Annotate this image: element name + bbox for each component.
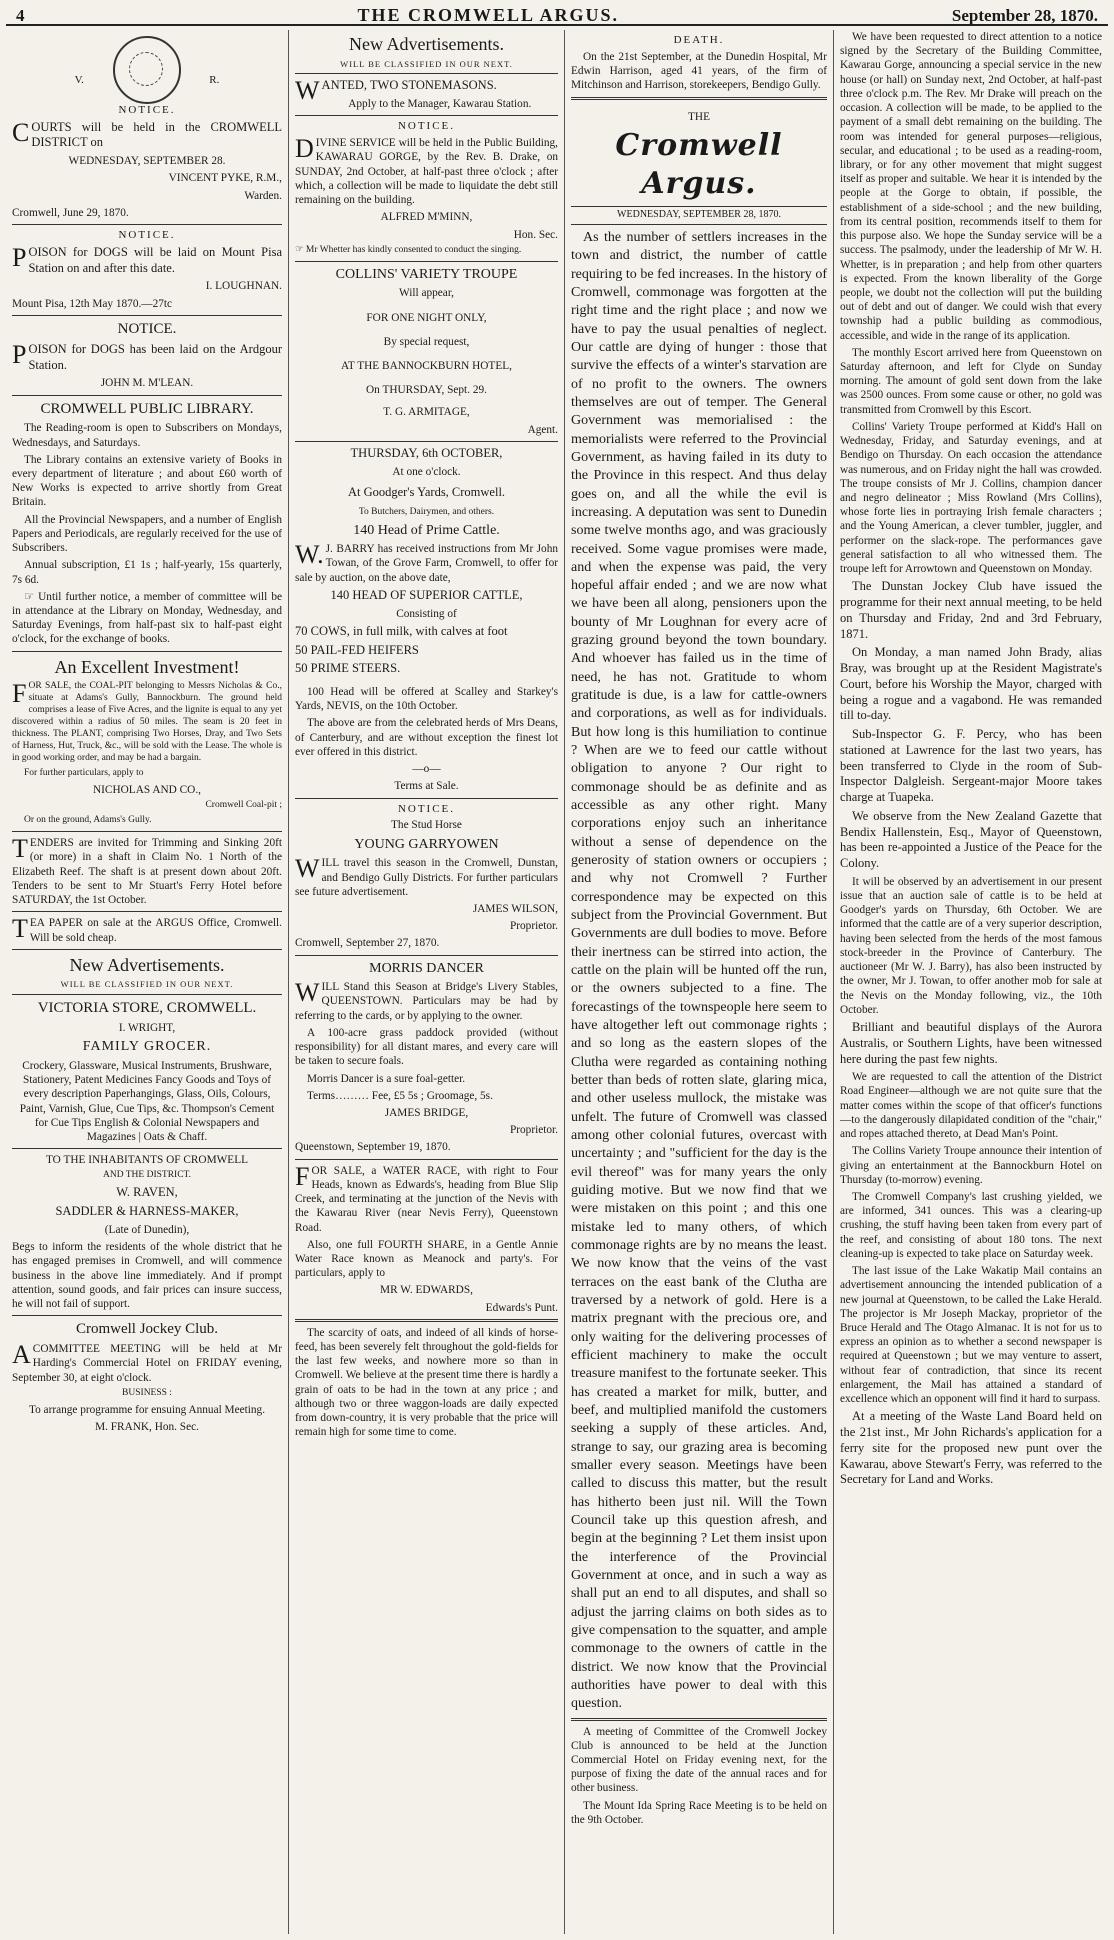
jockey-club-title: Cromwell Jockey Club.: [75, 1321, 219, 1338]
new-ads-heading: New Advertisements.: [69, 954, 225, 975]
cattle-sale-line: At Goodger's Yards, Cromwell.: [347, 484, 506, 499]
victoria-store-owner: I. WRIGHT,: [118, 1022, 176, 1035]
young-garryowen-body: WILL travel this season in the Cromwell, Dunstan, and Bendigo Gully Districts. For further particulars see future advertisement.: [295, 854, 558, 898]
news-paragraph: The Dunstan Jockey Club have issued the programme for their next annual meeting, to be held on Thursday and Friday, 2nd and 3rd February, 1871.: [840, 579, 1102, 641]
young-garryowen-dated: Cromwell, September 27, 1870.: [295, 937, 440, 950]
cattle-sale-line: THURSDAY, 6th OCTOBER,: [350, 445, 503, 460]
young-garryowen-title: YOUNG GARRYOWEN: [354, 836, 499, 852]
library-paragraph: The Reading-room is open to Subscribers on Mondays, Wednesdays, and Saturdays.: [12, 422, 282, 449]
water-race-paragraph: Also, one full FOURTH SHARE, in a Gentle Annie Water Race known as Meanock and party's. For particulars, apply to: [295, 1238, 558, 1280]
news-paragraph: The monthly Escort arrived here from Queenstown on Saturday afternoon, and left for Clyde on Sunday morning. The amount of gold sent down from the lake was 2500 ounces. From some cause or other, no gold was transmitted from Cromwell by this Escort.: [840, 346, 1102, 416]
court-seal-icon: [113, 36, 181, 104]
news-paragraph: The Cromwell Company's last crushing yielded, we are informed, 341 ounces. This was a clearing-up crushing, the stuff having been taken from every part of the reef, and consisting of about 180 tons. The next cleaning-up is expected to take place on Saturday week.: [840, 1191, 1102, 1260]
library-paragraph: The Library contains an extensive variety of Books in every department of literature ; and about £60 worth of New Works is expected to arrive shortly from Great Britain.: [12, 453, 282, 509]
morris-dancer-title: MORRIS DANCER: [369, 960, 484, 976]
raven-name: W. RAVEN,: [116, 1185, 178, 1200]
investment-signature-2: Cromwell Coal-pit ;: [205, 800, 282, 811]
court-notice: COURTS will be held in the CROMWELL DISTRICT on: [12, 117, 282, 150]
mount-ida-paragraph: The Mount Ida Spring Race Meeting is to be held on the 9th October.: [571, 1799, 827, 1826]
divine-service-role: Hon. Sec.: [513, 228, 558, 241]
masthead: [6, 0, 1108, 26]
leader-article: As the number of settlers increases in the town and district, the number of cattle requiring to be fed increases. In the history of Cromwell, commonage was forgotten at the right time and the right place ; and now we have to pay the usual penalties of neglect. Our cattle are dying of hunger : those that survive the effects of a winter's starvation are of no profit to the owners. The owners themselves are out of temper. The General Government was memorialised : the memorialists were referred to the Provincial Government, as having failed in its duty to the Province in this respect. And thus delay goes on, and all the while the evil is increasing. A deputation was sent to Dunedin some twelve months ago, and was graciously received. Some vague promises were made, and when the expense was paid, the very hopeful affair ended ; and we are now what we have been all along, pensioners upon the bounty of Mr Loughnan for every acre of grazing ground beyond the town boundary. And whoever has failed us in the time of need, he has not. Gratitude to whom gratitude is due, is a law for cattle-owners and corporations, as well as for individuals. But how long is this humiliation to continue ? When are we to feed our cattle without obligation to anyone ? Our right to commonage should be as definite and as accessible as any other right. Many corporations enjoy such an inheritance without a sense of dependence on the generosity of station owners or occupiers ; and why not Cromwell ? Further correspondence may be expected on this subject from the Provincial Government. But Governments are dull bodies to move. Before their inertness can be stirred into action, the cattle on the plain will be hunted off the run, or the owners subjected to a fine. The forecastings of the townspeople here seem to have altogether left out commonage rights ; and so long as the eastern slopes of the Clutha were regarded as containing nothing better than beds of rotten slate, glaring mica, and other useless mullock, the mistake was unfelt. The future of Cromwell was classed among other colonial futures, overcast with uncertainty ; and "sufficient for the day is the evil thereof" was for many years the only guiding motive. But we now find that we were mistaken on this point ; and this one mistake led to many others, of which commonage rights are by no means the least. We now know that the veins of the vast terraces on the east bank of the Clutha are traversed by a network of gold. Here is a matrix pregnant with the precious ore, and only waiting for the delivering processes of efficient machinery to make the occult treasure manifest to the fortunate seeker. This has created a market for milk, butter, and beef, and multiplied manifold the customers seeking a supply of these articles. And, strange to say, our grazing area is becoming smaller every season. Meetings have been called to discuss this matter, but the result has hitherto been just nil. Will the Town Council take up this question afresh, and begin at the beginning ? Let them insist upon the interference of the Provincial Government at once, and in such a way as shall put an end to all disputes, and shall so adjust the jarring claims on both sides as to give compensation to the squatter, and ample commonage to the owners of cattle in the district. We now know that the Provincial authorities have power to deal with this question.: [571, 229, 827, 1712]
victoria-store-goods: Crockery, Glassware, Musical Instruments, Brushware, Stationery, Patent Medicines Fancy Goods and Toys of every description Paperhangings, Glass, Oils, Colours, Paint, Varnish, Glue, Cue Tips, &c. Thompson's Cement for Cue Tips English & Colonial Newspapers and Magazines | Oats & Chaff.: [19, 1059, 275, 1143]
library-title: CROMWELL PUBLIC LIBRARY.: [40, 400, 254, 417]
raven-body: Begs to inform the residents of the whole district that he has engaged premises in Cromwell, and will commence business in the above line immediately. And if prompt attention, sound goods, and fair prices can insure success, he will not fail of support.: [12, 1241, 282, 1310]
cattle-sale-body: W.J. BARRY has received instructions from Mr John Towan, of the Grove Farm, Cromwell, to offer for sale by auction, on the above date,: [295, 540, 558, 584]
raven-trade: SADDLER & HARNESS-MAKER,: [55, 1204, 239, 1219]
cattle-sale-ornament: —o—: [412, 763, 441, 776]
issue-date: September 28, 1870.: [951, 6, 1098, 25]
nameplate: Cromwell Argus.: [615, 127, 783, 201]
paper-title: THE CROMWELL ARGUS.: [357, 5, 619, 25]
column-2: [289, 30, 565, 1934]
cattle-sale-line: 100 Head will be offered at Scalley and Starkey's Yards, NEVIS, on the 10th October.: [295, 686, 558, 713]
raven-to-2: AND THE DISTRICT.: [102, 1170, 192, 1181]
collins-line: FOR ONE NIGHT ONLY,: [366, 311, 487, 324]
divine-service-body: DIVINE SERVICE will be held in the Public Building, KAWARAU GORGE, by the Rev. B. Drake, on SUNDAY, 2nd October, at half-past three o'clock ; after which, a collection will be made to liquidate the debt still remaining on the building.: [295, 134, 558, 207]
column-3: [565, 30, 834, 1934]
morris-dancer-paragraph: Morris Dancer is a sure foal-getter.: [307, 1072, 466, 1085]
collins-signature: T. G. ARMITAGE,: [383, 406, 470, 419]
cattle-sale-line: At one o'clock.: [392, 465, 461, 478]
classified-note: WILL BE CLASSIFIED IN OUR NEXT.: [60, 979, 234, 990]
jockey-club-business-2: To arrange programme for ensuing Annual Meeting.: [28, 1403, 266, 1416]
morris-dancer-role: Proprietor.: [509, 1124, 558, 1137]
page-number: 4: [16, 6, 25, 25]
jockey-club-business: BUSINESS :: [122, 1387, 172, 1398]
oats-paragraph: The scarcity of oats, and indeed of all kinds of horse-feed, has been severely felt throughout the gold-fields for the last few weeks, and nowhere more so than in Cromwell. We believe at the present time there is hardly a grain of oats to be had in the town at any price ; and although two or three waggon-loads are daily expected from down-country, it is very probable that the price will remain high for some time to come.: [295, 1326, 558, 1439]
cattle-sale-line: The above are from the celebrated herds of Mrs Deans, of Canterbury, and are without exception the finest lot ever offered in this district.: [295, 717, 558, 758]
stud-horse-line: The Stud Horse: [391, 819, 462, 832]
victoria-store-title: VICTORIA STORE, CROMWELL.: [37, 1000, 257, 1017]
jockey-club-signature: M. FRANK, Hon. Sec.: [95, 1420, 199, 1433]
news-paragraph: The Collins Variety Troupe announce their intention of giving an entertainment at the Bannockburn Hotel on Thursday (to-morrow) evening.: [840, 1145, 1102, 1186]
notice-heading: NOTICE.: [118, 103, 176, 116]
investment-body: FOR SALE, the COAL-PIT belonging to Messrs Nicholas & Co., situate at Adams's Gully, Bannockburn. The ground held comprises a lease of Five Acres, and the lignite is equal to any yet discovered within a radius of 50 miles. The seam is 20 feet in thickness. The PLANT, comprising Two Horses, Dray, and Two Sets of Harness, Hut, Truck, &c., will be sold with the Lease. The whole is in good working order, and may be had a bargain.: [12, 679, 282, 764]
investment-ground: Or on the ground, Adams's Gully.: [24, 815, 152, 826]
young-garryowen-role: Proprietor.: [509, 920, 558, 933]
column-4: [834, 30, 1108, 1934]
news-paragraph: At a meeting of the Waste Land Board held on the 21st inst., Mr John Richards's application for a ferry site for the proposed new punt over the Kawarau, above Stewart's Ferry, was referred to the Secretary for Land and Works.: [840, 1409, 1102, 1487]
news-paragraph: The last issue of the Lake Wakatip Mail contains an advertisement announcing the intended publication of a new journal at Queenstown, to be called the Lake Herald. The projector is Mr Joseph Mackay, proprietor of the Bruce Herald and The Otago Almanac. It is not for us to express an opinion as to whether a second newspaper is required at Queenstown ; but we may venture to assert, without fear of contradiction, that since its recent enlargement, the Mail has attained a standard of excellence which an opponent will find it hard to surpass.: [840, 1265, 1102, 1406]
news-paragraph: On Monday, a man named John Brady, alias Bray, was brought up at the Resident Magistrate's Court, before his Worship the Mayor, charged with being a rogue and a vagabond. He was remanded till to-day.: [840, 645, 1102, 723]
poison-signature-2: JOHN M. M'LEAN.: [100, 377, 194, 390]
investment-signature: NICHOLAS AND CO.,: [93, 784, 201, 797]
news-paragraph: It will be observed by an advertisement in our present issue that an auction sale of cattle is to be held at Goodger's yards on Thursday, 6th October. We are informed that the cattle are of a very superior description, having been selected from the herds of the most famous stock-breeder in the Province of Canterbury. The auctioneer (Mr W. J. Barry), has also been instructed by the owner, Mr J. Towan, to offer another mob for sale at the Nevis on the Monday following, viz., the 10th October.: [840, 875, 1102, 1016]
collins-line: On THURSDAY, Sept. 29.: [366, 384, 487, 397]
court-role: Warden.: [244, 189, 282, 202]
notice-heading: NOTICE.: [117, 320, 177, 337]
leader-dateline: WEDNESDAY, SEPTEMBER 28, 1870.: [571, 206, 827, 225]
news-paragraph: We observe from the New Zealand Gazette that Bendix Hallenstein, Esq., Mayor of Queenstown, has been re-appointed a Justice of the Peace for the Colony.: [840, 808, 1102, 871]
victoria-store-trade: FAMILY GROCER.: [82, 1039, 212, 1055]
seal-r: R.: [209, 74, 220, 86]
news-paragraph: We have been requested to direct attention to a notice signed by the Secretary of the Building Committee, Kawarau Gorge, announcing a special service in the new house (or hall) on Sunday next, 2nd October, at half-past three o'clock p.m. The Rev. Mr Drake will preach on the occasion. A collection will be made, to be applied to the payment of a small debt remaining on the building. The room was intended for general purposes—religious, secular, and educational ; to be used as a reading-room, library, or for any other movement that might suggest itself as proper and suitable. We hear it is intended by the people at the Gorge to obtain, if possible, the establishment of a side-school ; and the new building, from its central position, recommends itself to them for this purpose also. We hope the Sunday service will be a success. The psalmody, under the leadership of Mr W. H. Whetter, is in preparation ; and help from other quarters is expected. From the known liberality of the Gorge people, we doubt not the collection will put the building out of debt and out of danger. We could wish that every township had a public building as commodious, accessible, and wide in the range of its application.: [840, 31, 1102, 342]
cattle-sale-line: Consisting of: [396, 607, 457, 620]
court-date: WEDNESDAY, SEPTEMBER 28.: [68, 155, 226, 168]
notice-heading: NOTICE.: [397, 802, 456, 815]
divine-service-signature: ALFRED M'MINN,: [380, 211, 473, 224]
collins-troupe-title: COLLINS' VARIETY TROUPE: [335, 266, 518, 282]
death-heading: DEATH.: [673, 34, 725, 46]
nameplate-the: THE: [688, 110, 710, 123]
cattle-sale-line: 50 PAIL-FED HEIFERS: [295, 642, 419, 657]
raven-late: (Late of Dunedin),: [104, 1223, 190, 1236]
young-garryowen-signature: JAMES WILSON,: [472, 902, 558, 915]
poison-notice-1: POISON for DOGS will be laid on Mount Pisa Station on and after this date.: [12, 242, 282, 275]
library-paragraph: ☞ Until further notice, a member of committee will be in attendance at the Library on Monday, Wednesday, and Saturday Evenings, from half-past six to half-past eight o'clock, for the exchange of books.: [12, 590, 282, 646]
seal-v: V.: [74, 74, 84, 86]
investment-apply: For further particulars, apply to: [24, 768, 144, 779]
library-paragraph: All the Provincial Newspapers, and a number of English Papers and Periodicals, are regularly received for the use of Subscribers.: [12, 513, 282, 555]
death-notice: On the 21st September, at the Dunedin Hospital, Mr Edwin Harrison, aged 41 years, of the firm of Mitchinson and Harrison, storekeepers, Bendigo Gully.: [571, 50, 827, 92]
divine-service-note: ☞ Mr Whetter has kindly consented to conduct the singing.: [295, 244, 522, 255]
news-paragraph: Brilliant and beautiful displays of the Aurora Australis, or Southern Lights, have been witnessed here during the past few nights.: [840, 1020, 1102, 1066]
poison-notice-2: POISON for DOGS has been laid on the Ardgour Station.: [12, 339, 282, 372]
morris-dancer-body: WILL Stand this Season at Bridge's Livery Stables, QUEENSTOWN. Particulars may be had by referring to the cards, or by applying to the owner.: [295, 978, 558, 1022]
morris-dancer-terms: Terms……… Fee, £5 5s ; Groomage, 5s.: [307, 1089, 493, 1102]
jockey-club-body: ACOMMITTEE MEETING will be held at Mr Harding's Commercial Hotel on FRIDAY evening, September 30, at eight o'clock.: [12, 1340, 282, 1384]
tea-paper-ad: TEA PAPER on sale at the ARGUS Office, Cromwell. Will be sold cheap.: [12, 914, 282, 944]
notice-heading: NOTICE.: [397, 120, 456, 133]
morris-dancer-paragraph: A 100-acre grass paddock provided (without responsibility) for all distant mares, and every care will be taken to secure foals.: [295, 1026, 558, 1068]
water-race-role: Edwards's Punt.: [485, 1301, 558, 1314]
court-dated: Cromwell, June 29, 1870.: [12, 206, 129, 219]
new-ads-heading: New Advertisements.: [349, 34, 504, 54]
news-paragraph: Collins' Variety Troupe performed at Kidd's Hall on Wednesday, Friday, and Saturday evenings, and at Bendigo on Thursday. On each occasion the attendance was numerous, and on Friday night the hall was crowded. The troupe consists of Mr J. Collins, champion dancer and negro delineator ; Miss Rowland (Mrs Collins), whose forte lies in portraying Irish female characters ; and the Young American, a clever tumbler, juggler, and performer on the slack-rope. The performances gave general satisfaction to all who witnessed them. The troupe left for Arrowtown and Queenstown on Monday.: [840, 420, 1102, 576]
poison-signature-1: I. LOUGHNAN.: [205, 280, 282, 293]
cattle-sale-line: 140 Head of Prime Cattle.: [353, 522, 500, 538]
water-race-body: FOR SALE, a WATER RACE, with right to Four Heads, known as Edwards's, heading from Blue Slip Creek, and terminating at the junction of the Nevis with the Kawarau River (near Nevis Ferry), Queenstown Road.: [295, 1161, 558, 1234]
news-paragraph: We are requested to call the attention of the District Road Engineer—although we are not quite sure that the matter comes within the scope of that officer's functions—to the dangerously dilapidated condition of the "chair," and ropes attached thereto, at Dead Man's Point.: [840, 1071, 1102, 1141]
classified-note: WILL BE CLASSIFIED IN OUR NEXT.: [340, 58, 513, 69]
collins-line: By special request,: [383, 335, 470, 348]
notice-heading: NOTICE.: [118, 229, 176, 242]
column-1: [6, 30, 289, 1934]
collins-line: AT THE BANNOCKBURN HOTEL,: [341, 359, 512, 372]
cattle-sale-terms: Terms at Sale.: [394, 780, 459, 793]
jockey-club-paragraph: A meeting of Committee of the Cromwell Jockey Club is announced to be held at the Junction Commercial Hotel on Friday evening next, for the purpose of fixing the date of the annual races and for other business.: [571, 1725, 827, 1795]
news-paragraph: Sub-Inspector G. F. Percy, who has been stationed at Lawrence for the last two years, has been transferred to Clyde in the room of Sub-Inspector Dalgleish. Sergeant-major Moore takes charge at Tuapeka.: [840, 727, 1102, 805]
collins-line: Will appear,: [399, 287, 454, 300]
cattle-sale-line: 50 PRIME STEERS.: [295, 661, 401, 676]
raven-to: TO THE INHABITANTS OF CROMWELL: [45, 1154, 248, 1167]
morris-dancer-dated: Queenstown, September 19, 1870.: [295, 1141, 451, 1154]
poison-dated-1: Mount Pisa, 12th May 1870.—27tc: [12, 297, 173, 310]
library-paragraph: Annual subscription, £1 1s ; half-yearly, 15s quarterly, 7s 6d.: [12, 559, 282, 586]
stonemasons-apply: Apply to the Manager, Kawarau Station.: [348, 98, 532, 111]
water-race-signature: MR W. EDWARDS,: [380, 1284, 473, 1297]
collins-role: Agent.: [527, 423, 558, 436]
stonemasons-ad: WANTED, TWO STONEMASONS.: [295, 76, 497, 106]
cattle-sale-line: 70 COWS, in full milk, with calves at foot: [295, 623, 508, 638]
court-signature: VINCENT PYKE, R.M.,: [168, 172, 282, 185]
investment-title: An Excellent Investment!: [54, 656, 240, 677]
morris-dancer-signature: JAMES BRIDGE,: [384, 1106, 469, 1119]
cattle-sale-line: To Butchers, Dairymen, and others.: [358, 506, 495, 517]
tenders-ad: TENDERS are invited for Trimming and Sinking 20ft (or more) in a shaft in Claim No. 1 North of the Elizabeth Reef. The shaft is at present down about 20ft. Tenders to be sent to Mr Stuart's Ferry Hotel before SATURDAY, the 1st October.: [12, 834, 282, 907]
cattle-sale-line: 140 HEAD OF SUPERIOR CATTLE,: [330, 587, 523, 602]
